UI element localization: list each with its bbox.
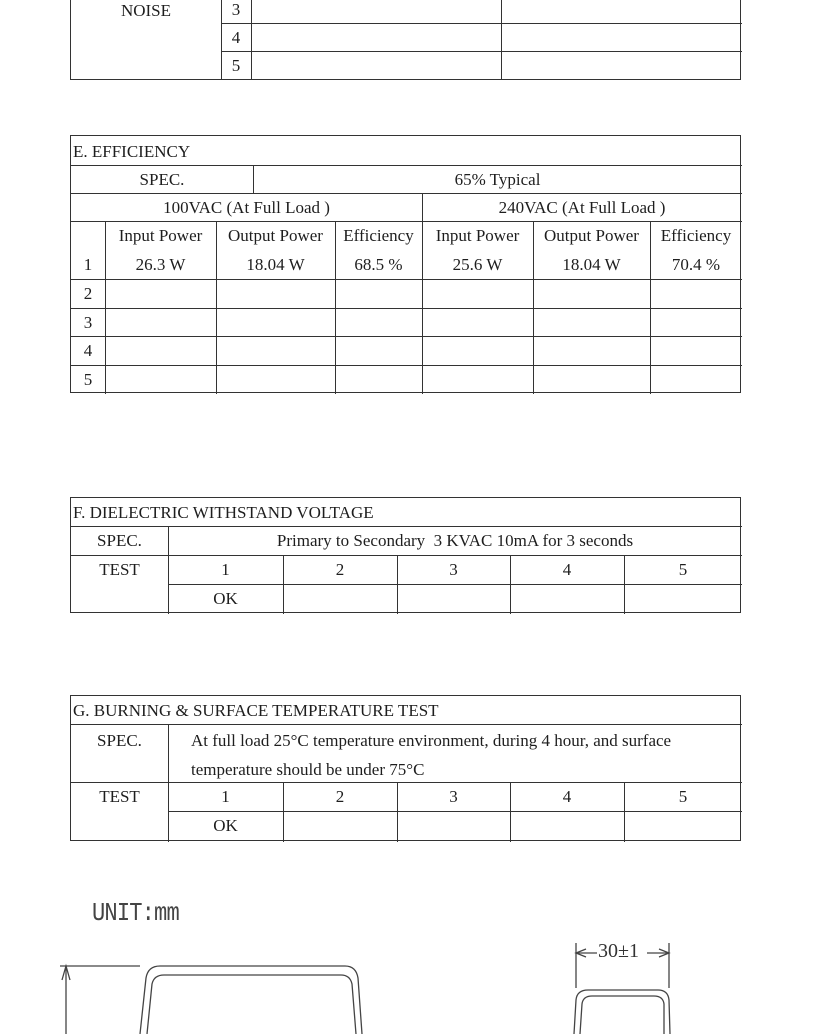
burning-spec-line1: At full load 25°C temperature environment, during 4 hour, and surface [191, 730, 672, 750]
table-cell: 70.4 % [671, 255, 721, 274]
burning-title: G. BURNING & SURFACE TEMPERATURE TEST [73, 701, 439, 720]
header-input-power-240: Input Power [435, 226, 520, 245]
header-output-power-100: Output Power [228, 226, 323, 245]
dielectric-test-label: TEST [99, 560, 140, 579]
table-row-number: 3 [83, 312, 93, 332]
table-cell: 25.6 W [452, 255, 503, 274]
noise-label: NOISE [120, 0, 172, 20]
dimension-label: 30±1 [598, 940, 639, 962]
burning-test-1: 1 [221, 787, 230, 806]
efficiency-group-240vac: 240VAC (At Full Load ) [498, 197, 666, 217]
table-row-number: 5 [83, 369, 93, 389]
table-row-number: 2 [83, 284, 93, 303]
burning-spec-label: SPEC. [97, 730, 142, 750]
table-row-number: 1 [83, 255, 93, 274]
dielectric-test-3: 3 [449, 560, 458, 579]
burning-test-3: 3 [449, 787, 458, 806]
efficiency-title: E. EFFICIENCY [73, 141, 191, 161]
header-input-power-100: Input Power [118, 226, 203, 245]
efficiency-spec-label: SPEC. [139, 169, 185, 189]
noise-row-4: 4 [231, 27, 241, 47]
header-output-power-240: Output Power [544, 226, 639, 245]
dielectric-result-1: OK [213, 589, 238, 608]
burning-result-1: OK [213, 816, 238, 835]
burning-spec-line2: temperature should be under 75°C [191, 759, 425, 779]
dielectric-test-4: 4 [562, 560, 572, 579]
burning-test-label: TEST [99, 787, 140, 806]
dielectric-title: F. DIELECTRIC WITHSTAND VOLTAGE [73, 503, 374, 522]
noise-row-3: 3 [231, 0, 241, 19]
table-row-number: 4 [83, 341, 93, 360]
burning-test-2: 2 [335, 787, 345, 806]
efficiency-group-100vac: 100VAC (At Full Load ) [163, 197, 330, 217]
unit-label: UNIT:mm [92, 898, 179, 928]
dielectric-test-2: 2 [335, 560, 345, 579]
noise-row-5: 5 [231, 55, 241, 75]
burning-test-4: 4 [562, 787, 572, 806]
burning-test-5: 5 [678, 787, 688, 806]
table-cell: 68.5 % [354, 255, 403, 274]
dielectric-spec-value: Primary to Secondary 3 KVAC 10mA for 3 seconds [276, 531, 634, 550]
header-efficiency-240: Efficiency [660, 226, 732, 245]
table-cell: 26.3 W [135, 255, 186, 274]
header-efficiency-100: Efficiency [343, 226, 414, 245]
dielectric-test-5: 5 [678, 560, 688, 579]
dielectric-test-1: 1 [221, 560, 230, 579]
dielectric-spec-label: SPEC. [97, 531, 142, 550]
table-cell: 18.04 W [246, 255, 305, 274]
table-cell: 18.04 W [562, 255, 621, 274]
efficiency-spec-value: 65% Typical [454, 169, 541, 189]
